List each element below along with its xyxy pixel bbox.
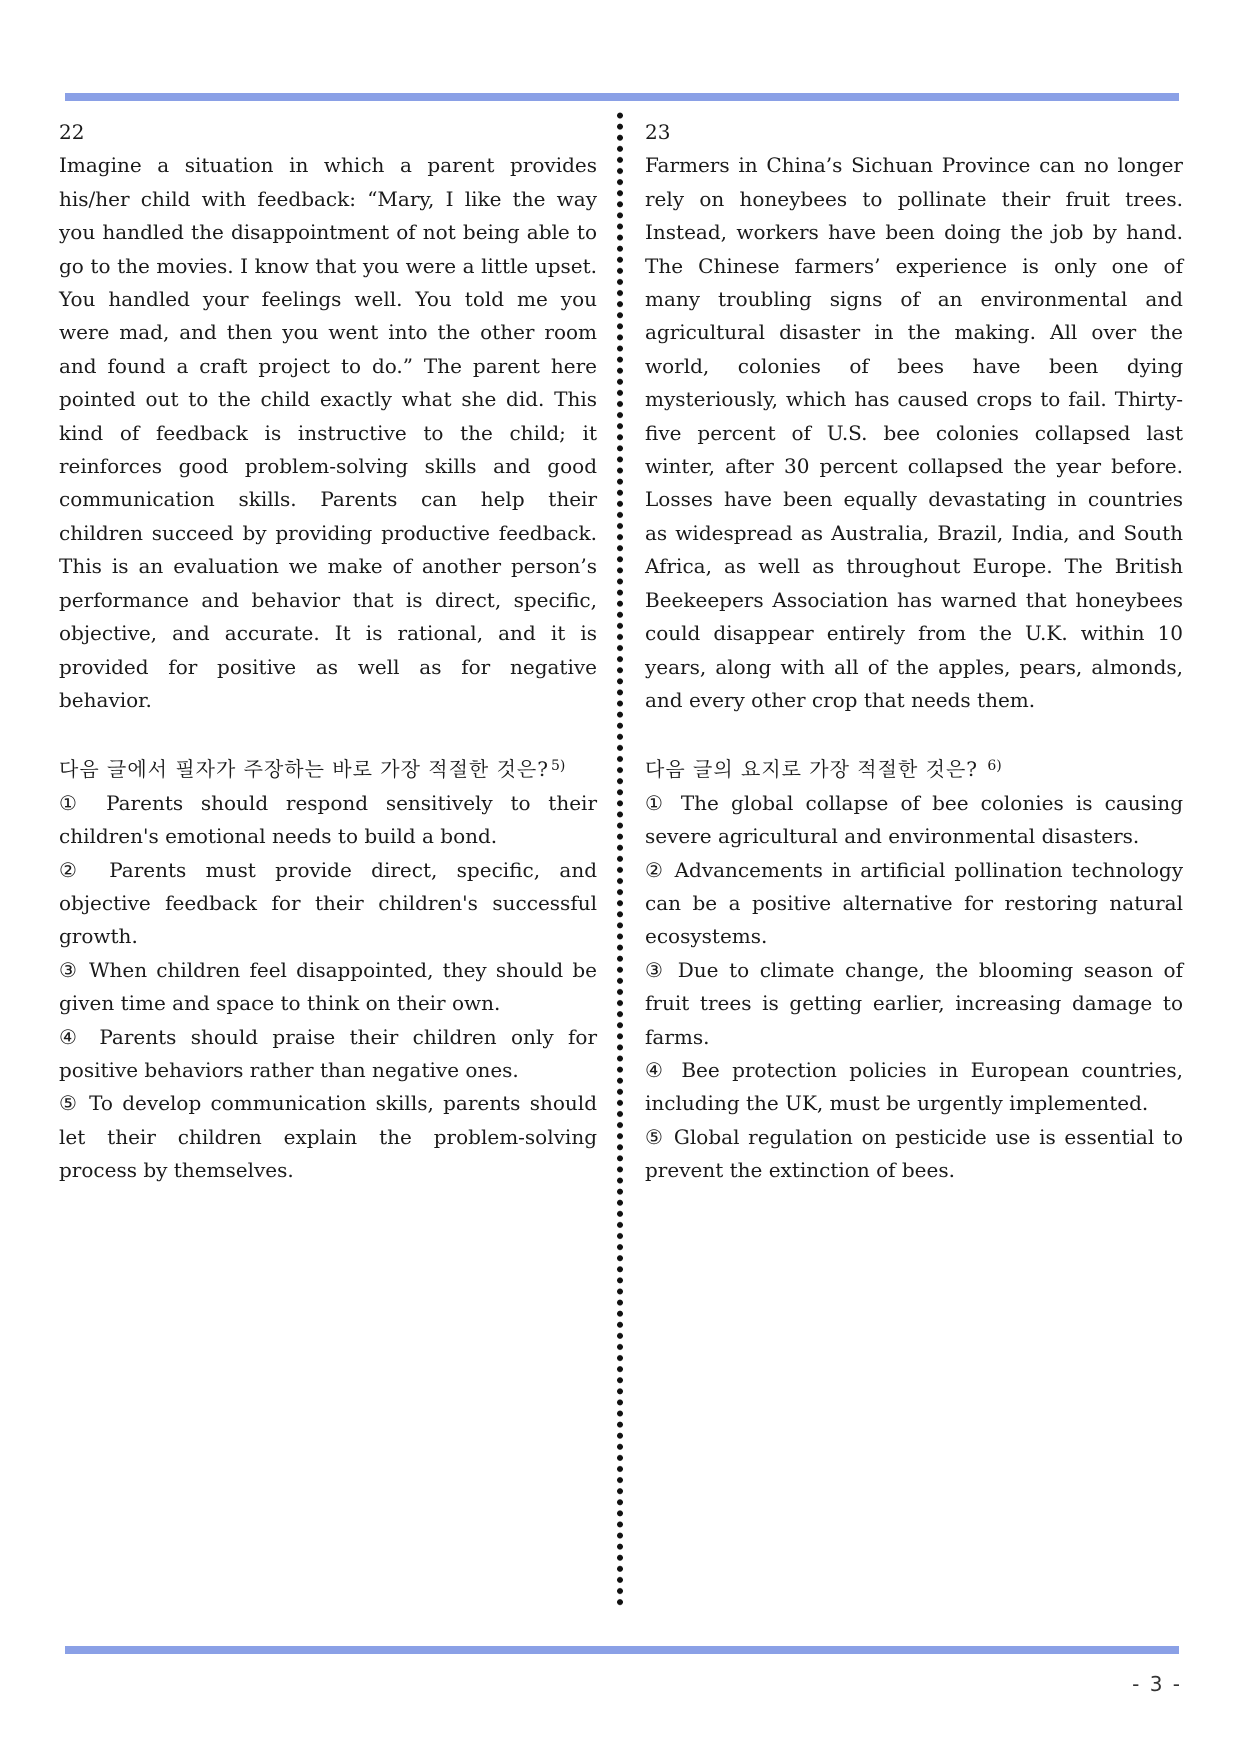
question-number: 23 [645,120,671,144]
footnote-marker: 5) [550,758,566,775]
footnote-marker: 6) [987,758,1002,775]
prompt-text: 다음 글의 요지로 가장 적절한 것은? [645,757,978,782]
passage-text: Farmers in China’s Sichuan Province can no longer rely on honeybees to pollinate their fruit trees. Instead, workers have been doing the job by hand. The Chinese farmers’ experience is only one of many troubling signs of an environmental and agricultural disaster in the making. All over the world, colonies of bees have been dying mysteriously, which has caused crops to fail. Thirty-five percent of U.S. bee colonies collapsed last winter, after 30 percent collapsed the year before. Losses have been equally devastating in countries as widespread as Australia, Brazil, India, and South Africa, as well as throughout Europe. The British Beekeepers Association has warned that honeybees could disappear entirely from the U.K. within 10 years, along with all of the apples, pears, almonds, and every other crop that needs them. [645,153,1183,712]
footer-rule [65,1646,1179,1654]
prompt-text: 다음 글에서 필자가 주장하는 바로 가장 적절한 것은? [59,757,549,782]
answer-options [645,787,1183,1188]
question-number: 22 [59,120,85,144]
passage-text: Imagine a situation in which a parent provides his/her child with feedback: “Mary, I like the way you handled the disappointment of not being able to go to the movies. I know that you were a little upset. You handled your feelings well. You told me you were mad, and then you went into the other room and found a craft project to do.” The parent here pointed out to the child exactly what she did. This kind of feedback is instructive to the child; it reinforces good problem-solving skills and good communication skills. Parents can help their children succeed by providing productive feedback. This is an evaluation we make of another person’s performance and behavior that is direct, specific, objective, and accurate. It is rational, and it is provided for positive as well as for negative behavior. [59,153,597,712]
answer-option: ② Advancements in artificial pollination technology can be a positive alternative for restoring natural ecosystems. [645,857,1183,949]
header-rule [65,93,1179,101]
answer-option: ④ Bee protection policies in European countries, including the UK, must be urgently implemented. [645,1057,1183,1116]
answer-option: ⑤ Global regulation on pesticide use is essential to prevent the extinction of bees. [645,1124,1183,1183]
answer-option: ① Parents should respond sensitively to their children's emotional needs to build a bond. [59,790,597,849]
question-23 [645,116,1183,1188]
answer-option: ④ Parents should praise their children only for positive behaviors rather than negative ones. [59,1024,597,1082]
question-prompt [645,750,1183,786]
column-divider [617,110,623,1610]
answer-option: ⑤ To develop communication skills, parents should let their children explain the problem-solving process by themselves. [59,1091,597,1183]
answer-option: ③ When children feel disappointed, they should be given time and space to think on their own. [59,957,597,1016]
question-prompt [59,750,597,786]
answer-option: ② Parents must provide direct, specific, and objective feedback for their children's successful growth. [59,857,597,949]
page-number: - 3 - [1132,1672,1182,1696]
answer-options [59,787,597,1188]
question-22 [59,116,597,1188]
answer-option: ① The global collapse of bee colonies is causing severe agricultural and environmental disasters. [645,790,1183,849]
answer-option: ③ Due to climate change, the blooming season of fruit trees is getting earlier, increasing damage to farms. [645,957,1183,1049]
